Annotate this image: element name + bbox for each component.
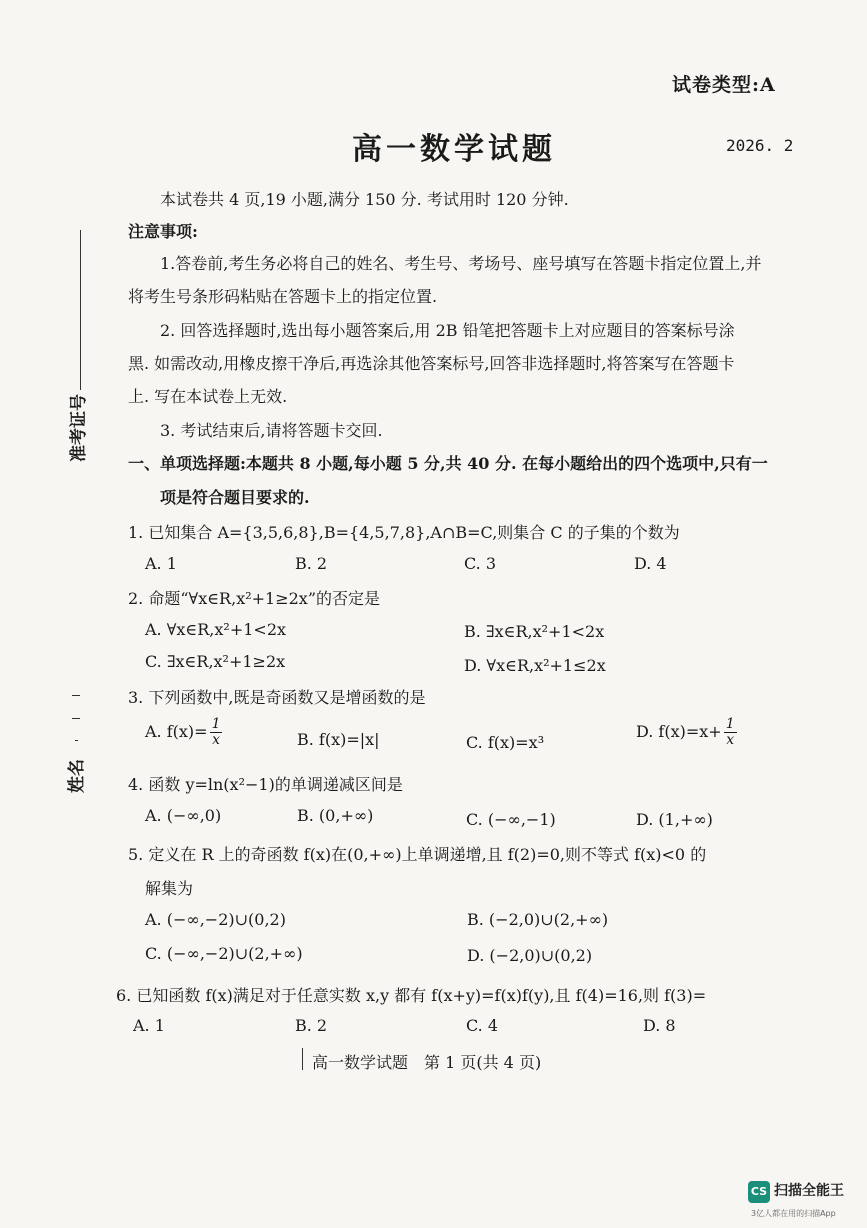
question-4-option-a: A. (−∞,0) xyxy=(145,806,222,825)
question-2-option-d: D. ∀x∈R,x²+1≤2x xyxy=(464,656,606,675)
question-5-option-b: B. (−2,0)∪(2,+∞) xyxy=(467,910,609,929)
footer-divider xyxy=(302,1048,303,1070)
question-2-option-c: C. ∃x∈R,x²+1≥2x xyxy=(145,652,286,671)
question-5-option-a: A. (−∞,−2)∪(0,2) xyxy=(145,910,286,929)
question-5-stem-line-1: 5. 定义在 R 上的奇函数 f(x)在(0,+∞)上单调递增,且 f(2)=0,则不等式 f(x)<0 的 xyxy=(128,845,707,864)
question-5-option-d: D. (−2,0)∪(0,2) xyxy=(467,946,593,965)
exam-id-label: 准考证号 xyxy=(69,394,89,462)
question-4-option-d: D. (1,+∞) xyxy=(636,810,713,829)
scanner-tagline: 3亿人都在用的扫描App xyxy=(751,1209,836,1218)
question-6-option-c: C. 4 xyxy=(466,1016,499,1035)
scanner-logo-icon: CS xyxy=(748,1181,770,1203)
question-3-option-d xyxy=(636,717,739,748)
question-6-option-b: B. 2 xyxy=(295,1016,328,1035)
question-1-option-d: D. 4 xyxy=(634,554,667,573)
question-6-option-d: D. 8 xyxy=(643,1016,676,1035)
question-1-stem: 1. 已知集合 A={3,5,6,8},B={4,5,7,8},A∩B=C,则集合 C 的子集的个数为 xyxy=(128,523,680,542)
intro-text: 本试卷共 4 页,19 小题,满分 150 分. 考试用时 120 分钟. xyxy=(160,190,569,209)
question-5-stem-line-2: 解集为 xyxy=(145,879,194,898)
notice-heading: 注意事项: xyxy=(128,222,198,241)
question-4-stem: 4. 函数 y=ln(x²−1)的单调递减区间是 xyxy=(128,775,403,794)
notice-item-2-line-2: 黑. 如需改动,用橡皮擦干净后,再选涂其他答案标号,回答非选择题时,将答案写在答题卡 xyxy=(128,354,735,373)
notice-item-3: 3. 考试结束后,请将答题卡交回. xyxy=(160,421,383,440)
question-2-option-b: B. ∃x∈R,x²+1<2x xyxy=(464,622,605,641)
question-6-stem: 6. 已知函数 f(x)满足对于任意实数 x,y 都有 f(x+y)=f(x)f(y),且 f(4)=16,则 f(3)= xyxy=(116,986,707,1005)
section-heading-line-2: 项是符合题目要求的. xyxy=(160,488,310,507)
name-label: 姓名 xyxy=(67,759,87,793)
question-3-option-d-prefix: D. f(x)=x+ xyxy=(636,722,722,741)
question-3-option-c: C. f(x)=x³ xyxy=(466,733,545,752)
question-6-option-a: A. 1 xyxy=(133,1016,165,1035)
question-3-option-d-numerator: 1 xyxy=(725,716,735,732)
binding-mark-2 xyxy=(72,718,80,719)
binding-mark-1 xyxy=(72,695,80,696)
question-2-stem: 2. 命题“∀x∈R,x²+1≥2x”的否定是 xyxy=(128,589,381,608)
exam-date: 2026. 2 xyxy=(726,136,794,155)
binding-line-top xyxy=(80,230,81,390)
notice-item-2-line-1: 2. 回答选择题时,选出每小题答案后,用 2B 铅笔把答题卡上对应题目的答案标号涂 xyxy=(160,321,735,340)
question-4-option-b: B. (0,+∞) xyxy=(297,806,374,825)
question-3-option-a-denominator: x xyxy=(212,732,220,748)
question-2-option-a: A. ∀x∈R,x²+1<2x xyxy=(145,620,287,639)
paper-type: 试卷类型:A xyxy=(672,74,776,96)
question-1-option-b: B. 2 xyxy=(295,554,328,573)
binding-mark-3 xyxy=(75,740,78,741)
section-heading-line-1: 一、单项选择题:本题共 8 小题,每小题 5 分,共 40 分. 在每小题给出的四个选项中,只有一 xyxy=(128,454,768,473)
question-3-option-a-numerator: 1 xyxy=(211,716,221,732)
page-footer: 高一数学试题 第 1 页(共 4 页) xyxy=(312,1053,542,1072)
question-1-option-a: A. 1 xyxy=(145,554,177,573)
question-3-option-a-fraction xyxy=(210,717,223,748)
question-3-option-d-denominator: x xyxy=(726,732,735,748)
notice-item-2-line-3: 上. 写在本试卷上无效. xyxy=(128,387,288,406)
question-5-option-c: C. (−∞,−2)∪(2,+∞) xyxy=(145,944,303,963)
question-3-option-d-fraction xyxy=(724,717,737,748)
page-title: 高一数学试题 xyxy=(352,132,556,167)
question-3-option-a-prefix: A. f(x)= xyxy=(145,722,208,741)
scanner-name: 扫描全能王 xyxy=(774,1183,844,1199)
question-3-option-b: B. f(x)=|x| xyxy=(297,730,380,749)
question-3-stem: 3. 下列函数中,既是奇函数又是增函数的是 xyxy=(128,688,426,707)
question-1-option-c: C. 3 xyxy=(464,554,497,573)
question-4-option-c: C. (−∞,−1) xyxy=(466,810,556,829)
notice-item-1-line-1: 1.答卷前,考生务必将自己的姓名、考生号、考场号、座号填写在答题卡指定位置上,并 xyxy=(160,254,762,273)
question-3-option-a xyxy=(145,717,224,748)
notice-item-1-line-2: 将考生号条形码粘贴在答题卡上的指定位置. xyxy=(128,287,438,306)
